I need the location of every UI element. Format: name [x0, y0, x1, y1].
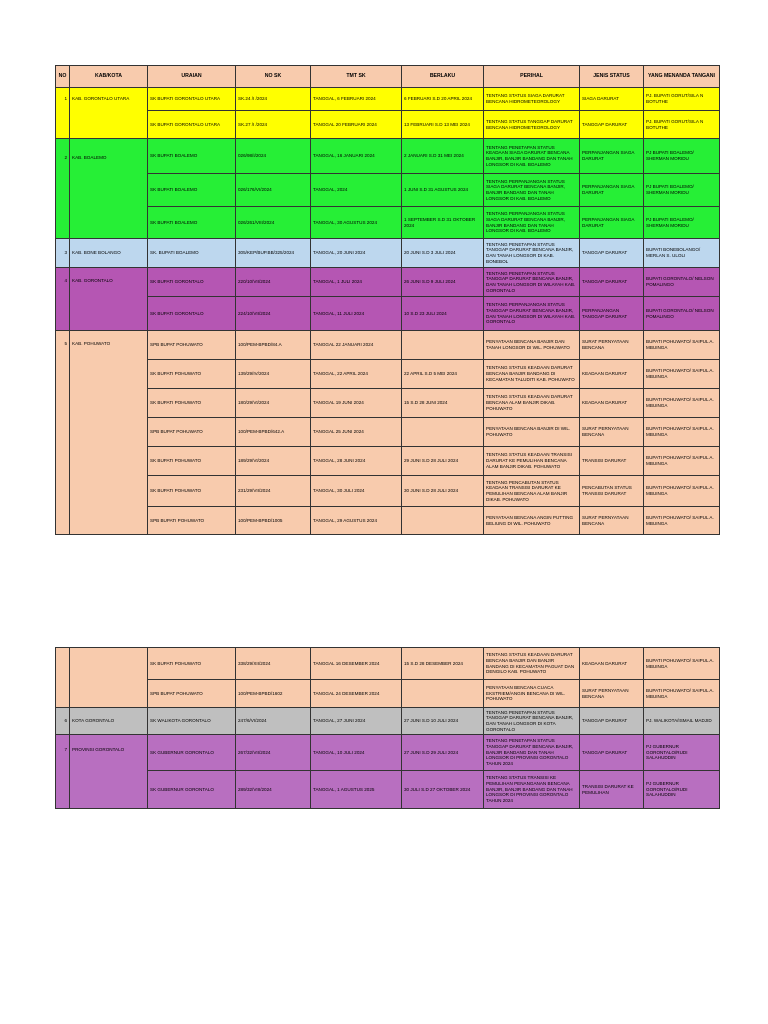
cell-nosk: 267/32/VII/2024 — [236, 735, 311, 771]
cell-tmt: TANGGAL, 30 JULI 2024 — [311, 476, 402, 507]
cell-jenis: KEADAAN DARURAT — [580, 648, 644, 680]
cell-uraian: SPB BUPAT POHUWATO — [148, 418, 236, 447]
table-row — [56, 476, 720, 507]
cell-ttd: BUPATI GORONTALO/ NELSON POMALINGO — [644, 297, 720, 331]
cell-ttd: PJ. BUPATI GORUT/SILA N BOTUTHE — [644, 88, 720, 111]
cell-berlaku: 30 JUNI S.D 28 JULI 2024 — [402, 476, 484, 507]
cell-ttd: PJ BUPATI BOALEMO/ SHERMAN MORIDU — [644, 139, 720, 174]
cell-jenis: TRANSISI DARURAT — [580, 447, 644, 476]
cell-ttd: PJ GUBERNUR GORONTALO/RUDI SALAHUDDIN — [644, 735, 720, 771]
cell-uraian: SK BUPATI POHUWATO — [148, 447, 236, 476]
cell-berlaku — [402, 680, 484, 708]
cell-uraian: SPB BUPAT POHUWATO — [148, 680, 236, 708]
header-penandatangan: YANG MENANDA TANGANI — [644, 66, 720, 88]
cell-ttd: PJ BUPATI BOALEMO/ SHERMAN MORIDU — [644, 174, 720, 207]
cell-uraian: SK BUPATI GORONTALO — [148, 297, 236, 331]
status-table-top — [55, 65, 720, 535]
cell-no: 1 — [56, 88, 70, 139]
cell-nosk: 289/32/VIII/2024 — [236, 771, 311, 809]
cell-ttd: BUPATI BONEBOLANGO/ MERLAN S. ULOLI — [644, 239, 720, 268]
cell-jenis: KEADAAN DARURAT — [580, 360, 644, 389]
cell-perihal: TENTANG STATUS KEADAAN DARURAT BENCANA BANJIR DAN BANJIR BANDANG DI KECAMATAN PAGUAT DAN DENGILO KAB. POHUWATO — [484, 648, 580, 680]
cell-perihal: PENYATAAN BENCANA BANJIR DI WIL. POHUWATO — [484, 418, 580, 447]
cell-jenis: SURAT PERNYATAAN BENCANA — [580, 418, 644, 447]
cell-jenis: SURAT PERNYATAAN BENCANA — [580, 507, 644, 535]
status-table-bottom — [55, 647, 720, 809]
cell-kab: KAB. POHUWATO — [70, 331, 148, 535]
cell-perihal: TENTANG STATUS TANGGAP DARURAT BENCANA HIDROMETEOROLOGY — [484, 111, 580, 139]
cell-berlaku — [402, 418, 484, 447]
cell-tmt: TANGGAL, 30 AGUSTUS 2024 — [311, 207, 402, 239]
cell-perihal: TENTANG PERPANJANGAN STATUS TANGGAP DARURAT BENCANA BANJIR, DAN TANAH LONGSOR DI WILAYAH KAB. GORONTALO — [484, 297, 580, 331]
cell-nosk: 338/29/XII/2024 — [236, 648, 311, 680]
cell-nosk: 220/10/VII/2024 — [236, 268, 311, 297]
cell-uraian: SK BUPATI BOALEMO — [148, 139, 236, 174]
cell-tmt: TANGGAL, 16 JANUARI 2024 — [311, 139, 402, 174]
cell-jenis: PENCABUTAN STATUS TRANSISI DARURAT — [580, 476, 644, 507]
cell-tmt: TANGGAL, 10 JULI 2024 — [311, 735, 402, 771]
cell-jenis: TANGGAP DARURAT — [580, 735, 644, 771]
cell-nosk: SK.27 /I /2024 — [236, 111, 311, 139]
header-jenis-status: JENIS STATUS — [580, 66, 644, 88]
cell-jenis: PERPANJANGAN SIAGA DARURAT — [580, 207, 644, 239]
cell-jenis: PERPANJANGAN SIAGA DARURAT — [580, 139, 644, 174]
cell-tmt: TANGGAL 25 JUNI 2024 — [311, 418, 402, 447]
table-row — [56, 447, 720, 476]
cell-ttd: PJ GUBERNUR GORONTALO/RUDI SALAHUDDIN — [644, 771, 720, 809]
cell-kab: KAB. GORONTALO — [70, 268, 148, 331]
cell-kab: KOTA GORONTALO — [70, 708, 148, 735]
cell-ttd: PJ BUPATI BOALEMO/ SHERMAN MORIDU — [644, 207, 720, 239]
cell-berlaku: 26 JUNI S.D 9 JULI 2024 — [402, 268, 484, 297]
cell-nosk: 180/29/VI/2024 — [236, 389, 311, 418]
cell-berlaku: 1 JUNI S.D 31 AGUSTUS 2024 — [402, 174, 484, 207]
cell-no: 4 — [56, 268, 70, 331]
table-row — [56, 418, 720, 447]
table-row — [56, 88, 720, 111]
table-row — [56, 648, 720, 680]
cell-perihal: TENTANG PENETAPAN STATUS TANGGAP DARURAT BENCANA BANJIR, DAN TANAH LONGSOR DI WILAYAH KAB. GORONTALO — [484, 268, 580, 297]
header-tmt-sk: TMT SK — [311, 66, 402, 88]
header-uraian: URAIAN — [148, 66, 236, 88]
table-row — [56, 389, 720, 418]
cell-ttd: BUPATI POHUWATO/ SAIPUL A. MBUINGA — [644, 447, 720, 476]
cell-uraian: SPB BUPAT POHUWATO — [148, 331, 236, 360]
cell-kab: KAB. BOALEMO — [70, 139, 148, 239]
cell-uraian: SK BUPATI POHUWATO — [148, 648, 236, 680]
cell-nosk: 224/10/VII/2024 — [236, 297, 311, 331]
cell-berlaku: 20 JUNI S.D 3 JULI 2024 — [402, 239, 484, 268]
header-kab-kota: KAB/KOTA — [70, 66, 148, 88]
cell-uraian: SK BUPATI POHUWATO — [148, 360, 236, 389]
table-row — [56, 331, 720, 360]
table-row — [56, 268, 720, 297]
header-no-sk: NO SK — [236, 66, 311, 88]
cell-berlaku: 6 FEBRUARI S.D 20 APRIL 2024 — [402, 88, 484, 111]
cell-berlaku: 13 FEBRUARI S.D 13 MEI 2024 — [402, 111, 484, 139]
cell-perihal: TENTANG STATUS KEADAAN TRANSISI DARURAT KE PEMULIHAN BENCANA ALAM BANJIR DIKAB. POHUWATO — [484, 447, 580, 476]
cell-tmt: TANGGAL 19 JUNI 2024 — [311, 389, 402, 418]
cell-no: 2 — [56, 139, 70, 239]
header-berlaku: BERLAKU — [402, 66, 484, 88]
header-row — [56, 66, 720, 88]
cell-perihal: TENTANG STATUS TRANSISI KE PEMULIHAN PENANGANAN BENCANA BANJIR, BANJIR BANDANG DAN TANAH LONGSOR DI PROVINSI GORONTALO TAHUN 2024 — [484, 771, 580, 809]
table-row — [56, 111, 720, 139]
table-row — [56, 507, 720, 535]
cell-tmt: TANGGAL, 1 AGUSTUS 2025 — [311, 771, 402, 809]
cell-nosk: 247/6/VI/2024 — [236, 708, 311, 735]
cell-uraian: SK WALIKOTA GORONTALO — [148, 708, 236, 735]
cell-nosk: 026/176/VI/2024 — [236, 174, 311, 207]
cell-perihal: PENYATAAN BENCANA CUACA EKSTRIEM/ANGIN BENCANA DI WIL. POHUWATO — [484, 680, 580, 708]
cell-no: 6 — [56, 708, 70, 735]
cell-berlaku — [402, 331, 484, 360]
table-row — [56, 139, 720, 174]
cell-nosk: 026/98/I/2024 — [236, 139, 311, 174]
cell-tmt: TANGGAL, 1 JULI 2024 — [311, 268, 402, 297]
cell-ttd: BUPATI POHUWATO/ SAIPUL A. MBUINGA — [644, 680, 720, 708]
cell-tmt: TANGGAL, 29 AGUSTUS 2024 — [311, 507, 402, 535]
cell-perihal: TENTANG STATUS KEADAAN DARURAT BENCANA BANJIR BANDANG DI KECAMATAN TALUDITI KAB. POHUWATO — [484, 360, 580, 389]
cell-perihal: TENTANG PERPANJANGAN STATUS SIAGA DARURAT BENCANA BANJIR, BANJIR BANDANG DAN TANAH LONGSOR DI KAB. BOALEMO — [484, 174, 580, 207]
cell-tmt: TANGGAL, 20 JUNI 2024 — [311, 239, 402, 268]
cell-no: 5 — [56, 331, 70, 535]
cell-ttd: BUPATI POHUWATO/ SAIPUL A. MBUINGA — [644, 389, 720, 418]
table-row — [56, 207, 720, 239]
cell-uraian: SK GUBERNUR GORONTALO — [148, 771, 236, 809]
cell-ttd: PJ. BUPATI GORUT/SILA N BOTUTHE — [644, 111, 720, 139]
cell-tmt: TANGGAL, 22 APRIL 2024 — [311, 360, 402, 389]
cell-uraian: SK BUPATI GORONTALO UTARA — [148, 111, 236, 139]
table-row — [56, 735, 720, 771]
cell-perihal: TENTANG STATUS SIAGA DARURAT BENCANA HIDROMETEOROLOGY — [484, 88, 580, 111]
cell-nosk: 100/PEM-BPBD/642.A — [236, 418, 311, 447]
cell-tmt: TANGGAL, 27 JUNI 2024 — [311, 708, 402, 735]
cell-berlaku: 1 SEPTEMBER S.D 31 OKTOBER 2024 — [402, 207, 484, 239]
cell-kab: PROVINSI GORONTALO — [70, 735, 148, 809]
header-no: NO — [56, 66, 70, 88]
cell-nosk: 100/PEM-BPBD/84.A — [236, 331, 311, 360]
cell-nosk: SK.24 /I /2024 — [236, 88, 311, 111]
cell-ttd: PJ. WALIKOTA/ISMAIL MADJID — [644, 708, 720, 735]
table-row — [56, 360, 720, 389]
cell-ttd: BUPATI POHUWATO/ SAIPUL A. MBUINGA — [644, 648, 720, 680]
cell-berlaku: 29 JUNI S.D 28 JULI 2024 — [402, 447, 484, 476]
cell-uraian: SK GUBERNUR GORONTALO — [148, 735, 236, 771]
cell-tmt: TANGGAL, 28 JUNI 2024 — [311, 447, 402, 476]
cell-perihal: TENTANG PENETAPAN STATUS TANGGAP DARURAT BENCANA BANJIR, BANJIR BANDANG DAN TANAH LONGSOR DI PROVINSI GORONTALO TAHUN 2024 — [484, 735, 580, 771]
cell-tmt: TANGGAL, 6 FEBRUARI 2024 — [311, 88, 402, 111]
cell-berlaku: 22 APRIL S.D 5 MEI 2024 — [402, 360, 484, 389]
table-row — [56, 708, 720, 735]
table-row — [56, 174, 720, 207]
cell-berlaku: 2 JANUARI S.D 31 MEI 2024 — [402, 139, 484, 174]
cell-tmt: TANGGAL, 11 JULI 2024 — [311, 297, 402, 331]
cell-kab: KAB. BONE BOLANGO — [70, 239, 148, 268]
cell-nosk: 139/29/IV/2024 — [236, 360, 311, 389]
cell-perihal: TENTANG PERPANJANGAN STATUS SIAGA DARURAT BENCANA BANJIR, BANJIR BANDANG DAN TANAH LONGSOR DI KAB. BOALEMO — [484, 207, 580, 239]
cell-perihal: TENTANG PENETAPAN STATUS TANGGAP DARURAT BENCANA BANJIR, DAN TANAH LONGSOR DI KOTA GORONTALO — [484, 708, 580, 735]
cell-ttd: BUPATI GORONTALO/ NELSON POMALINGO — [644, 268, 720, 297]
cell-ttd: BUPATI POHUWATO/ SAIPUL A. MBUINGA — [644, 418, 720, 447]
cell-berlaku: 30 JULI S.D 27 OKTOBER 2024 — [402, 771, 484, 809]
cell-uraian: SK BUPATI POHUWATO — [148, 389, 236, 418]
cell-nosk: 305/KEP/BUP.BB/325/2024 — [236, 239, 311, 268]
cell-uraian: SK BUPATI GORONTALO UTARA — [148, 88, 236, 111]
cell-uraian: SPB BUPATI POHUWATO — [148, 507, 236, 535]
cell-jenis: PERPANJANGAN SIAGA DARURAT — [580, 174, 644, 207]
cell-berlaku: 15 S.D 28 DESEMBER 2024 — [402, 648, 484, 680]
cell-jenis: TANGGAP DARURAT — [580, 111, 644, 139]
cell-berlaku — [402, 507, 484, 535]
cell-tmt: TANGGAL 24 DESEMBER 2024 — [311, 680, 402, 708]
cell-uraian: SK. BUPATI BOALEMO — [148, 239, 236, 268]
cell-perihal: PENYATAAN BENCANA ANGIN PUTTING BELIUNG DI WIL. POHUWATO — [484, 507, 580, 535]
table-row — [56, 680, 720, 708]
cell-tmt: TANGGAL, 2024 — [311, 174, 402, 207]
cell-berlaku: 27 JUNI S.D 29 JULI 2024 — [402, 735, 484, 771]
cell-uraian: SK BUPATI GORONTALO — [148, 268, 236, 297]
cell-jenis: TRANSISI DARURAT KE PEMULIHAN — [580, 771, 644, 809]
cell-jenis: SURAT PERNYATAAN BENCANA — [580, 331, 644, 360]
cell-kab — [70, 648, 148, 708]
cell-nosk: 100/PEM-BPBD/1005 — [236, 507, 311, 535]
table-row — [56, 771, 720, 809]
cell-nosk: 189/29/VI/2024 — [236, 447, 311, 476]
cell-tmt: TANGGAL 16 DESEMBER 2024 — [311, 648, 402, 680]
cell-jenis: TANGGAP DARURAT — [580, 268, 644, 297]
table-row — [56, 297, 720, 331]
cell-nosk: 100/PEM-BPBD/1602 — [236, 680, 311, 708]
cell-no — [56, 648, 70, 708]
cell-ttd: BUPATI POHUWATO/ SAIPUL A. MBUINGA — [644, 507, 720, 535]
cell-jenis: TANGGAP DARURAT — [580, 708, 644, 735]
table-row — [56, 239, 720, 268]
cell-perihal: PENYATAAN BENCANA BANJIR DAN TANAH LONGSOR DI WIL. POHUWATO — [484, 331, 580, 360]
cell-uraian: SK BUPATI BOALEMO — [148, 207, 236, 239]
cell-no: 7 — [56, 735, 70, 809]
cell-perihal: TENTANG PENETAPAN STATUS KEADAAN SIAGA DARURAT BENCANA BANJIR, BANJIR BANDANG DAN TANAH LONGSOR DI KAB. BOALEMO — [484, 139, 580, 174]
cell-berlaku: 10 S.D 23 JULI 2024 — [402, 297, 484, 331]
cell-jenis: TANGGAP DARURAT — [580, 239, 644, 268]
cell-kab: KAB. GORONTALO UTARA — [70, 88, 148, 139]
cell-nosk: 231/29/VII/2024 — [236, 476, 311, 507]
cell-tmt: TANGGAL 20 FEBRUARI 2024 — [311, 111, 402, 139]
cell-nosk: 026/261/VIII/2024 — [236, 207, 311, 239]
header-perihal: PERIHAL — [484, 66, 580, 88]
cell-berlaku: 15 S.D 28 JUNI 2024 — [402, 389, 484, 418]
cell-ttd: BUPATI POHUWATO/ SAIPUL A. MBUINGA — [644, 331, 720, 360]
cell-jenis: KEADAAN DARURAT — [580, 389, 644, 418]
cell-perihal: TENTANG STATUS KEADAAN DARURAT BENCANA ALAM BANJIR DIKAB. POHUWATO — [484, 389, 580, 418]
cell-no: 3 — [56, 239, 70, 268]
cell-tmt: TANGGAL 22 JANUARI 2024 — [311, 331, 402, 360]
cell-perihal: TENTANG PENCABUTAN STATUS KEADAAN TRANSISI DARURAT KE PEMULIHAN BENCANA ALAM BANJIR DIKAB. POHUWATO — [484, 476, 580, 507]
cell-ttd: BUPATI POHUWATO/ SAIPUL A. MBUINGA — [644, 360, 720, 389]
cell-perihal: TENTANG PENETAPAN STATUS TANGGAP DARURAT BENCANA BANJIR, DAN TANAH LONGSOR DI KAB. BONEBOL — [484, 239, 580, 268]
cell-uraian: SK BUPATI POHUWATO — [148, 476, 236, 507]
cell-jenis: PERPANJANGAN TANGGAP DARURAT — [580, 297, 644, 331]
cell-jenis: SURAT PERNYATAAN BENCANA — [580, 680, 644, 708]
cell-jenis: SIAGA DARURAT — [580, 88, 644, 111]
cell-ttd: BUPATI POHUWATO/ SAIPUL A. MBUINGA — [644, 476, 720, 507]
cell-berlaku: 27 JUNI S.D 10 JULI 2024 — [402, 708, 484, 735]
cell-uraian: SK BUPATI BOALEMO — [148, 174, 236, 207]
